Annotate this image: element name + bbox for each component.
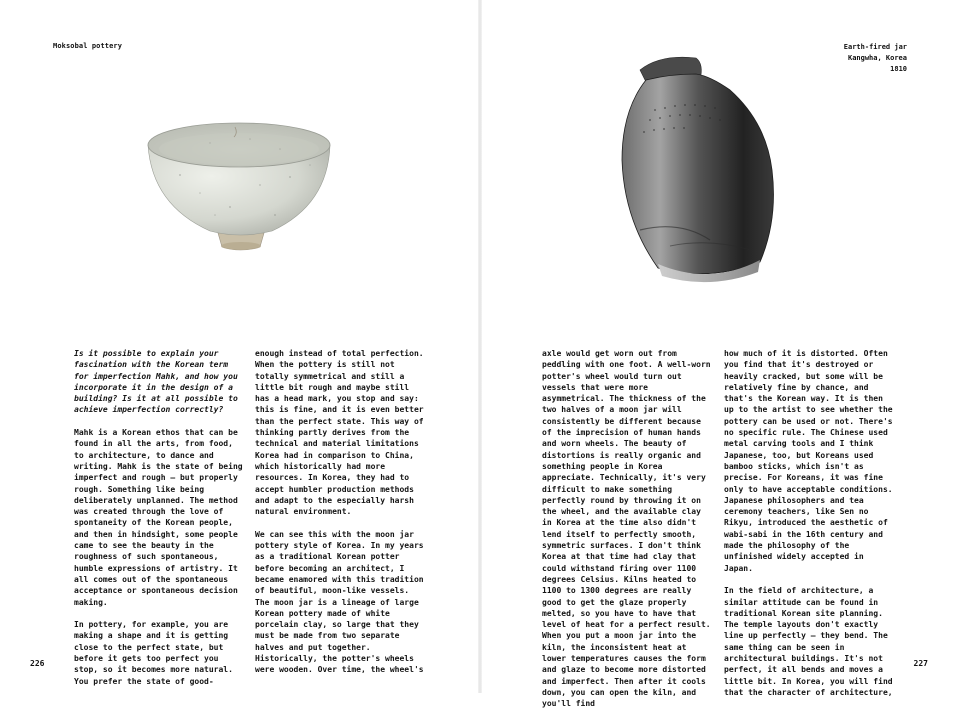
interview-question: Is it possible to explain your fascination with the Korean term for imperfection Mahk, and how you incorporate it in the design of a building? Is it at all possible to achieve imperfection correctly? [74, 349, 238, 415]
caption-title: Earth-fired jar [843, 43, 907, 51]
image-caption-right [844, 42, 907, 75]
text-column-3 [542, 348, 714, 721]
paragraph: axle would get worn out from peddling with one foot. A well-worn potter's wheel would turn out vessels that were more asymmetrical. The thickness of the two halves of a moon jar will consistently be different because of the imprecision of human hands and worn wheels. The beauty of distortions is really organic and something people in Korea appreciate. Technically, it's very difficult to make something perfectly round by throwing it on the wheel, and the available clay in Korea at the time also didn't lend itself to perfectly smooth, symmetric surfaces. I don't think Korea at that time had clay that could withstand firing over 1100 degrees Celsius. Kilns heated to 1100 to 1300 degrees are really good to get the glaze properly melted, so you have to have that level of heat for a perfect result. When you put a moon jar into the kiln, the inconsistent heat at lower temperatures causes the form and glaze to become more distorted and imperfect. Then after it cools down, you can open the kiln, and you'll find [542, 349, 711, 709]
paragraph: enough instead of total perfection. When the pottery is still not totally symmetrical and still a little bit rough and maybe still has a head mark, you stop and say: this is fine, and it is even better than the perfect state. This way of thinking partly derives from the technical and material limitations Korea had in comparison to China, which historically had more resources. In Korea, they had to accept humbler production methods and adapt to the especially harsh natural environment. [255, 349, 424, 517]
text-column-2 [255, 348, 427, 687]
paragraph: Mahk is a Korean ethos that can be found in all the arts, from food, to architecture, to dance and writing. Mahk is the state of being imperfect and rough – but properly rough. Something like being deliberately unplanned. The method was created through the love of spontaneity of the Korean people, and then in hindsight, some people came to see the beauty in the roughness of such spontaneous, humble expressions of artistry. It all comes out of the spontaneous acceptance or spontaneous decision making. [74, 428, 243, 607]
page-gutter [478, 0, 482, 693]
moksabal-bowl-image [140, 115, 340, 265]
image-caption-left: Moksobal pottery [53, 42, 123, 50]
text-column-1 [74, 348, 246, 698]
paragraph: We can see this with the moon jar pottery style of Korea. In my years as a traditional Korean potter before becoming an architect, I became enamored with this tradition of beautiful, moon-like vessels. The moon jar is a lineage of large Korean pottery made of white porcelain clay, so large that they must be made from two separate halves and put together. Historically, the potter's wheels were wooden. Over time, the wheel's [255, 529, 424, 675]
paragraph: In pottery, for example, you are making a shape and it is getting close to the perfect state, but before it gets too perfect you stop, so it becomes more natural. You prefer the state of good- [74, 620, 233, 686]
earth-fired-jar-image [600, 50, 800, 290]
page-number-left: 226 [30, 659, 45, 668]
caption-place: Kangwha, Korea [847, 54, 907, 62]
paragraph: how much of it is distorted. Often you find that it's destroyed or heavily cracked, but some will be relatively fine by chance, and that's the Korean way. It is then up to the artist to see whether the pottery can be used or not. There's no specific rule. The Chinese used metal carving tools and I think Japanese, too, but Koreans used bamboo sticks, which isn't as precise. For Koreans, it was fine only to have acceptable conditions. Japanese philosophers and tea ceremony teachers, like Sen no Rikyu, introduced the aesthetic of wabi-sabi in the 16th century and made the philosophy of the unfinished widely accepted in Japan. [724, 349, 893, 573]
caption-year: 1810 [890, 65, 907, 73]
page-number-right: 227 [913, 659, 928, 668]
paragraph: In the field of architecture, a similar attitude can be found in traditional Korean site planning. The temple layouts don't exactly line up perfectly – they bend. The same thing can be seen in architectural buildings. It's not perfect, it all bends and moves a little bit. In Korea, you will find that the character of architecture, [724, 586, 893, 697]
text-column-4 [724, 348, 896, 710]
